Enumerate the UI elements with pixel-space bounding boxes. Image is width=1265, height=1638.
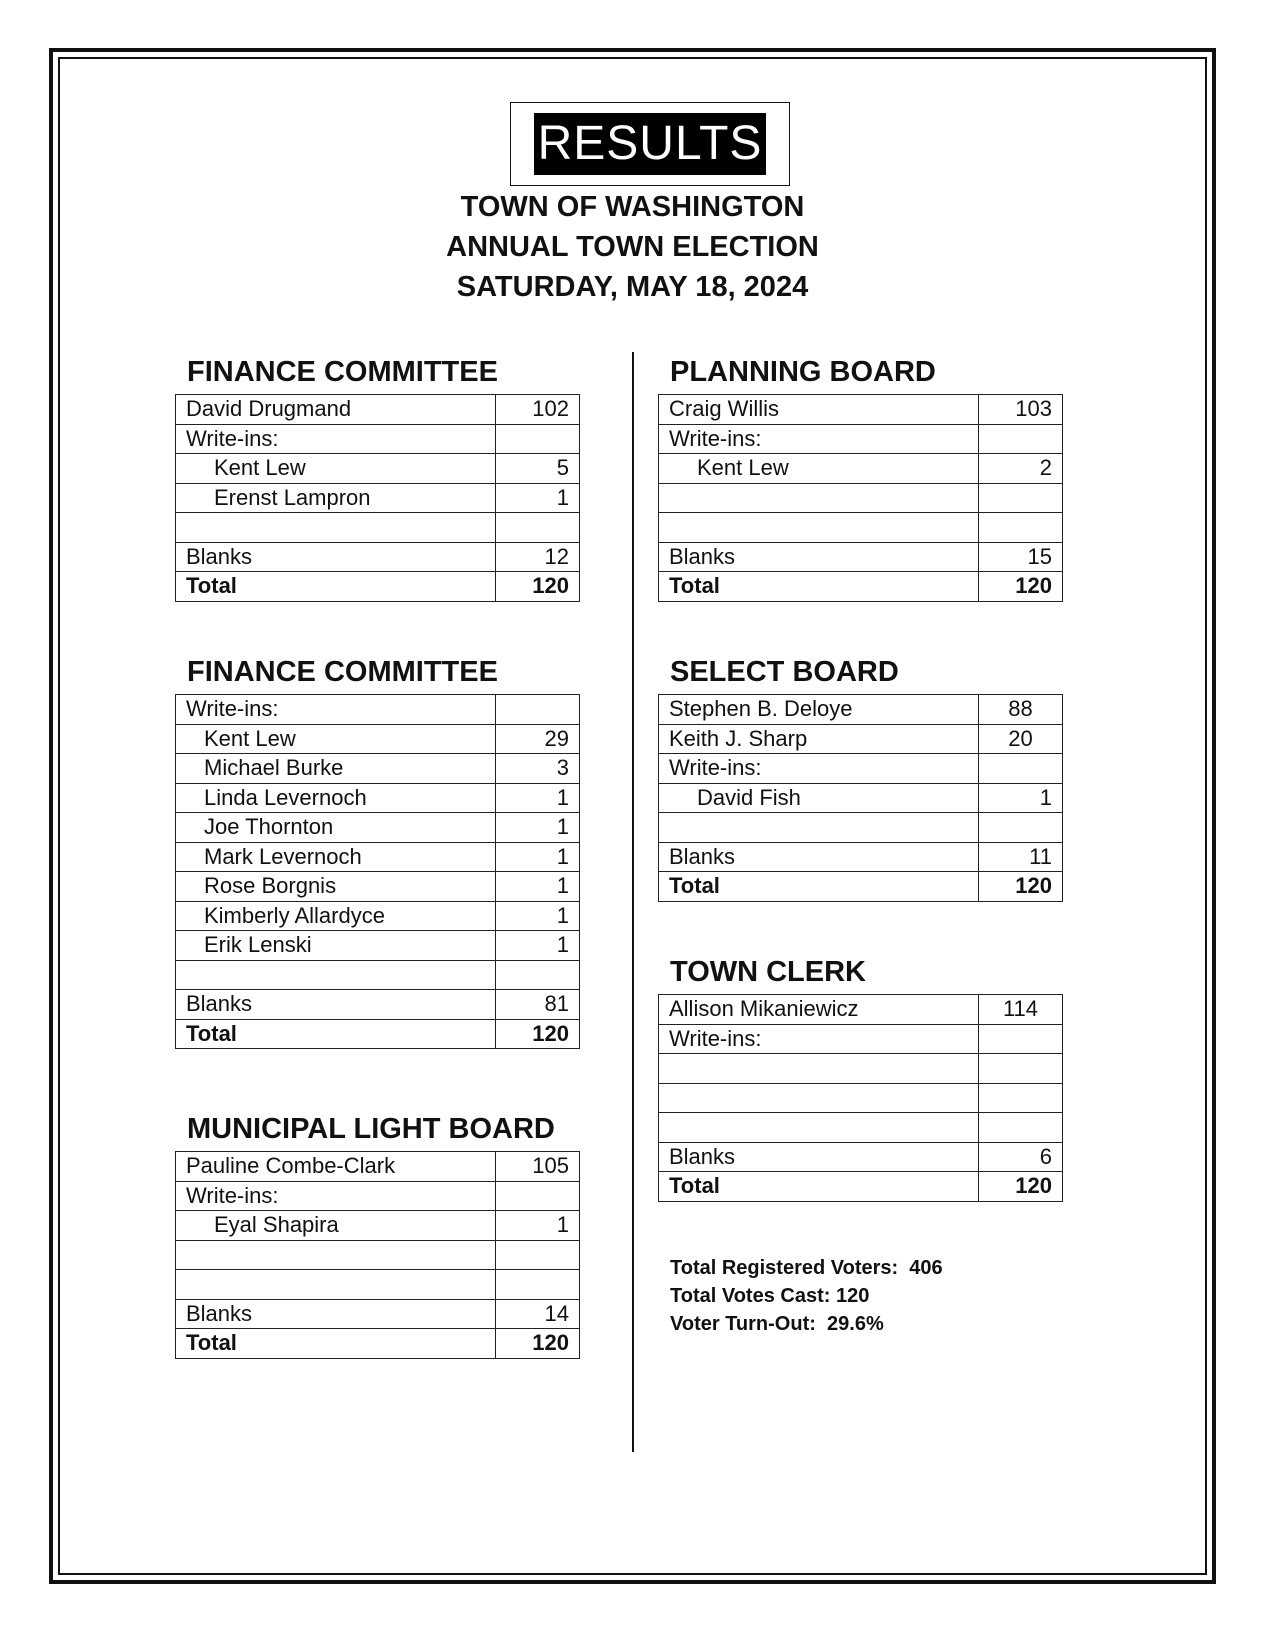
table-row: [176, 454, 580, 484]
total-votes-cast: Total Votes Cast: 120: [670, 1285, 870, 1307]
results-table: [658, 994, 1063, 1202]
candidate-name: Kimberly Allardyce: [176, 901, 496, 931]
vote-count: [496, 695, 580, 725]
candidate-name: Joe Thornton: [176, 813, 496, 843]
election-name: ANNUAL TOWN ELECTION: [446, 231, 819, 263]
table-row: [176, 931, 580, 961]
vote-count: 1: [496, 1211, 580, 1241]
vote-count: 1: [496, 872, 580, 902]
table-row: [176, 872, 580, 902]
section-title: FINANCE COMMITTEE: [187, 656, 498, 688]
municipal-light-board-section: [175, 1111, 580, 1359]
vote-count: 81: [496, 990, 580, 1020]
total-label: Total: [176, 572, 496, 602]
planning-board-section: [658, 354, 1063, 602]
vote-count: 15: [979, 542, 1063, 572]
results-badge-box: [510, 102, 790, 186]
table-row: [659, 724, 1063, 754]
total-count: 120: [496, 1019, 580, 1049]
vote-count: 2: [979, 454, 1063, 484]
results-table: [175, 694, 580, 1049]
candidate-name: [176, 1240, 496, 1270]
table-row: [659, 1024, 1063, 1054]
table-row: [176, 960, 580, 990]
section-title: FINANCE COMMITTEE: [187, 356, 498, 388]
total-label: Total: [659, 872, 979, 902]
column-divider: [632, 352, 634, 1452]
vote-count: [979, 1054, 1063, 1084]
table-row: [176, 695, 580, 725]
total-row: [659, 1172, 1063, 1202]
candidate-name: Blanks: [659, 842, 979, 872]
vote-count: [979, 1083, 1063, 1113]
candidate-name: Write-ins:: [176, 695, 496, 725]
vote-count: 20: [979, 724, 1063, 754]
voter-statistics: [670, 1254, 943, 1338]
table-row: [176, 424, 580, 454]
vote-count: 3: [496, 754, 580, 784]
table-row: [176, 783, 580, 813]
candidate-name: David Drugmand: [176, 395, 496, 425]
vote-count: 88: [979, 695, 1063, 725]
table-row: [659, 1083, 1063, 1113]
candidate-name: Kent Lew: [176, 724, 496, 754]
total-registered-voters: Total Registered Voters: 406: [670, 1257, 943, 1279]
candidate-name: Rose Borgnis: [176, 872, 496, 902]
vote-count: 11: [979, 842, 1063, 872]
candidate-name: Blanks: [176, 990, 496, 1020]
total-row: [176, 1019, 580, 1049]
section-title: SELECT BOARD: [670, 656, 899, 688]
candidate-name: Write-ins:: [659, 1024, 979, 1054]
vote-count: [496, 1270, 580, 1300]
total-row: [659, 872, 1063, 902]
candidate-name: Linda Levernoch: [176, 783, 496, 813]
total-label: Total: [659, 1172, 979, 1202]
candidate-name: Stephen B. Deloye: [659, 695, 979, 725]
vote-count: [496, 424, 580, 454]
table-row: [659, 842, 1063, 872]
total-count: 120: [496, 572, 580, 602]
candidate-name: Kent Lew: [176, 454, 496, 484]
vote-count: 1: [496, 931, 580, 961]
table-row: [659, 395, 1063, 425]
table-row: [659, 783, 1063, 813]
vote-count: [979, 1113, 1063, 1143]
table-row: [659, 813, 1063, 843]
table-row: [176, 1299, 580, 1329]
candidate-name: [176, 1270, 496, 1300]
candidate-name: Blanks: [659, 1142, 979, 1172]
candidate-name: [176, 960, 496, 990]
vote-count: 103: [979, 395, 1063, 425]
vote-count: 1: [496, 842, 580, 872]
vote-count: 1: [496, 783, 580, 813]
candidate-name: David Fish: [659, 783, 979, 813]
results-table: [658, 694, 1063, 902]
total-row: [659, 572, 1063, 602]
table-row: [176, 754, 580, 784]
candidate-name: Allison Mikaniewicz: [659, 995, 979, 1025]
voter-turnout: Voter Turn-Out: 29.6%: [670, 1313, 884, 1335]
candidate-name: Write-ins:: [176, 1181, 496, 1211]
vote-count: 102: [496, 395, 580, 425]
vote-count: 29: [496, 724, 580, 754]
vote-count: [979, 513, 1063, 543]
candidate-name: Write-ins:: [659, 424, 979, 454]
table-row: [659, 542, 1063, 572]
table-row: [176, 724, 580, 754]
vote-count: 114: [979, 995, 1063, 1025]
total-count: 120: [979, 1172, 1063, 1202]
candidate-name: Michael Burke: [176, 754, 496, 784]
candidate-name: [176, 513, 496, 543]
total-label: Total: [176, 1019, 496, 1049]
vote-count: [979, 754, 1063, 784]
table-row: [659, 995, 1063, 1025]
results-badge: RESULTS: [534, 113, 767, 175]
candidate-name: Write-ins:: [659, 754, 979, 784]
candidate-name: Craig Willis: [659, 395, 979, 425]
candidate-name: [659, 513, 979, 543]
candidate-name: [659, 813, 979, 843]
table-row: [659, 1113, 1063, 1143]
vote-count: [979, 813, 1063, 843]
table-row: [176, 1240, 580, 1270]
vote-count: [979, 483, 1063, 513]
candidate-name: Kent Lew: [659, 454, 979, 484]
table-row: [659, 754, 1063, 784]
candidate-name: Eyal Shapira: [176, 1211, 496, 1241]
results-table: [175, 1151, 580, 1359]
election-date: SATURDAY, MAY 18, 2024: [456, 271, 809, 303]
table-row: [659, 695, 1063, 725]
candidate-name: Write-ins:: [176, 424, 496, 454]
table-row: [176, 483, 580, 513]
table-row: [176, 842, 580, 872]
section-title: PLANNING BOARD: [670, 356, 936, 388]
total-label: Total: [659, 572, 979, 602]
vote-count: 1: [496, 813, 580, 843]
vote-count: [979, 1024, 1063, 1054]
table-row: [659, 483, 1063, 513]
town-name: TOWN OF WASHINGTON: [460, 191, 805, 223]
section-title: TOWN CLERK: [670, 956, 867, 988]
table-row: [659, 454, 1063, 484]
candidate-name: Blanks: [176, 542, 496, 572]
table-row: [176, 395, 580, 425]
vote-count: [496, 1240, 580, 1270]
candidate-name: Erenst Lampron: [176, 483, 496, 513]
vote-count: 1: [496, 483, 580, 513]
town-clerk-section: [658, 954, 1063, 1202]
table-row: [659, 1054, 1063, 1084]
select-board-section: [658, 654, 1063, 902]
total-count: 120: [496, 1329, 580, 1359]
finance-committee-section-1: [175, 354, 580, 602]
candidate-name: Pauline Combe-Clark: [176, 1152, 496, 1182]
total-row: [176, 1329, 580, 1359]
vote-count: 1: [979, 783, 1063, 813]
vote-count: 14: [496, 1299, 580, 1329]
candidate-name: Blanks: [659, 542, 979, 572]
candidate-name: [659, 1113, 979, 1143]
candidate-name: Mark Levernoch: [176, 842, 496, 872]
table-row: [176, 1270, 580, 1300]
table-row: [176, 1152, 580, 1182]
finance-committee-section-2: [175, 654, 580, 1049]
total-row: [176, 572, 580, 602]
vote-count: 6: [979, 1142, 1063, 1172]
vote-count: [496, 960, 580, 990]
total-label: Total: [176, 1329, 496, 1359]
table-row: [176, 901, 580, 931]
candidate-name: Keith J. Sharp: [659, 724, 979, 754]
total-count: 120: [979, 572, 1063, 602]
table-row: [176, 513, 580, 543]
candidate-name: [659, 1083, 979, 1113]
candidate-name: [659, 483, 979, 513]
table-row: [176, 990, 580, 1020]
table-row: [659, 513, 1063, 543]
table-row: [659, 1142, 1063, 1172]
candidate-name: Blanks: [176, 1299, 496, 1329]
section-title: MUNICIPAL LIGHT BOARD: [187, 1113, 555, 1145]
vote-count: [496, 1181, 580, 1211]
table-row: [176, 1181, 580, 1211]
results-table: [175, 394, 580, 602]
table-row: [176, 813, 580, 843]
table-row: [176, 1211, 580, 1241]
vote-count: [979, 424, 1063, 454]
vote-count: 12: [496, 542, 580, 572]
vote-count: 105: [496, 1152, 580, 1182]
candidate-name: Erik Lenski: [176, 931, 496, 961]
vote-count: [496, 513, 580, 543]
total-count: 120: [979, 872, 1063, 902]
results-table: [658, 394, 1063, 602]
table-row: [176, 542, 580, 572]
candidate-name: [659, 1054, 979, 1084]
vote-count: 1: [496, 901, 580, 931]
vote-count: 5: [496, 454, 580, 484]
table-row: [659, 424, 1063, 454]
